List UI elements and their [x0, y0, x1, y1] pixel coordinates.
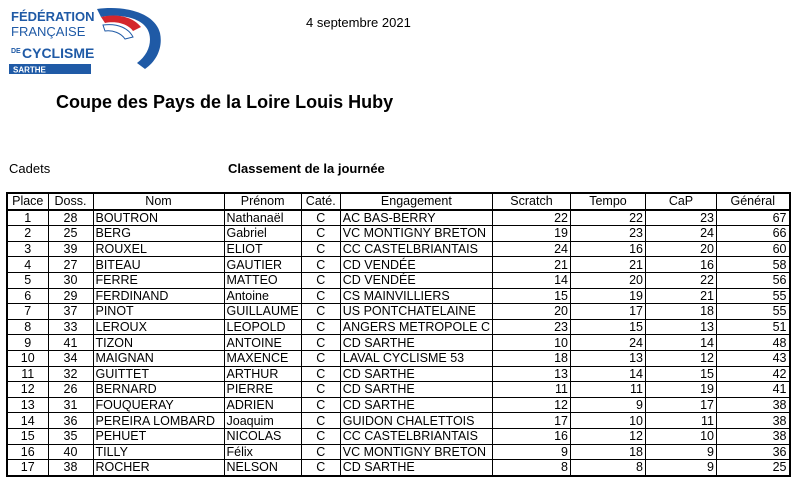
- cell-team: CD SARTHE: [340, 460, 492, 476]
- cell-category: C: [301, 382, 340, 398]
- cell-name: PINOT: [93, 304, 224, 320]
- cell-general: 56: [717, 272, 790, 288]
- event-date: 4 septembre 2021: [306, 15, 411, 30]
- cell-category: C: [301, 241, 340, 257]
- cell-team: CC CASTELBRIANTAIS: [340, 241, 492, 257]
- cell-tempo: 17: [571, 304, 646, 320]
- cell-firstname: ELIOT: [224, 241, 301, 257]
- cell-name: BITEAU: [93, 257, 224, 273]
- federation-logo: [5, 3, 163, 76]
- col-header-place: Place: [7, 193, 48, 210]
- col-header-tempo: Tempo: [571, 193, 646, 210]
- cell-cap: 24: [646, 226, 717, 242]
- cell-cap: 21: [646, 288, 717, 304]
- cell-bib: 27: [48, 257, 93, 273]
- cell-bib: 33: [48, 319, 93, 335]
- cell-general: 38: [717, 397, 790, 413]
- cell-tempo: 14: [571, 366, 646, 382]
- cell-scratch: 20: [493, 304, 571, 320]
- cell-name: FOUQUERAY: [93, 397, 224, 413]
- table-header-row: [7, 193, 790, 210]
- cell-place: 2: [7, 226, 48, 242]
- cell-cap: 11: [646, 413, 717, 429]
- cell-place: 14: [7, 413, 48, 429]
- cell-tempo: 13: [571, 350, 646, 366]
- cell-bib: 35: [48, 428, 93, 444]
- cell-scratch: 23: [493, 319, 571, 335]
- cell-team: CC CASTELBRIANTAIS: [340, 428, 492, 444]
- cell-name: BOUTRON: [93, 210, 224, 226]
- cell-tempo: 11: [571, 382, 646, 398]
- cell-place: 12: [7, 382, 48, 398]
- cell-place: 9: [7, 335, 48, 351]
- cell-category: C: [301, 428, 340, 444]
- table-row: [7, 444, 790, 460]
- col-header-bib: Doss.: [48, 193, 93, 210]
- cell-cap: 14: [646, 335, 717, 351]
- cell-category: C: [301, 257, 340, 273]
- cell-place: 5: [7, 272, 48, 288]
- cell-bib: 28: [48, 210, 93, 226]
- cell-team: VC MONTIGNY BRETON: [340, 226, 492, 242]
- cell-general: 51: [717, 319, 790, 335]
- cell-scratch: 16: [493, 428, 571, 444]
- cell-firstname: Joaquim: [224, 413, 301, 429]
- cell-place: 8: [7, 319, 48, 335]
- cell-place: 13: [7, 397, 48, 413]
- cell-scratch: 24: [493, 241, 571, 257]
- cell-team: CD SARTHE: [340, 397, 492, 413]
- cell-name: GUITTET: [93, 366, 224, 382]
- cell-cap: 9: [646, 460, 717, 476]
- cell-place: 7: [7, 304, 48, 320]
- table-row: [7, 319, 790, 335]
- cell-place: 16: [7, 444, 48, 460]
- cell-scratch: 19: [493, 226, 571, 242]
- table-row: [7, 350, 790, 366]
- cell-category: C: [301, 444, 340, 460]
- cell-general: 36: [717, 444, 790, 460]
- cell-name: ROUXEL: [93, 241, 224, 257]
- cell-firstname: ADRIEN: [224, 397, 301, 413]
- category-label: Cadets: [9, 161, 51, 176]
- cell-cap: 17: [646, 397, 717, 413]
- cell-category: C: [301, 272, 340, 288]
- logo-line3: CYCLISME: [22, 45, 95, 61]
- table-row: [7, 272, 790, 288]
- cell-general: 42: [717, 366, 790, 382]
- cell-cap: 12: [646, 350, 717, 366]
- cell-bib: 36: [48, 413, 93, 429]
- cell-general: 38: [717, 413, 790, 429]
- cell-category: C: [301, 226, 340, 242]
- cell-tempo: 21: [571, 257, 646, 273]
- col-header-team: Engagement: [340, 193, 492, 210]
- cell-category: C: [301, 413, 340, 429]
- cell-cap: 9: [646, 444, 717, 460]
- cell-category: C: [301, 460, 340, 476]
- cell-tempo: 20: [571, 272, 646, 288]
- cell-place: 6: [7, 288, 48, 304]
- cell-cap: 16: [646, 257, 717, 273]
- cell-name: TIZON: [93, 335, 224, 351]
- cell-name: TILLY: [93, 444, 224, 460]
- table-row: [7, 257, 790, 273]
- cell-scratch: 12: [493, 397, 571, 413]
- cell-bib: 30: [48, 272, 93, 288]
- classification-subtitle: Classement de la journée: [228, 161, 385, 176]
- cell-general: 55: [717, 288, 790, 304]
- cell-general: 41: [717, 382, 790, 398]
- cell-tempo: 9: [571, 397, 646, 413]
- cell-name: ROCHER: [93, 460, 224, 476]
- cell-cap: 22: [646, 272, 717, 288]
- cell-general: 38: [717, 428, 790, 444]
- cell-tempo: 22: [571, 210, 646, 226]
- cell-place: 3: [7, 241, 48, 257]
- cell-firstname: Antoine: [224, 288, 301, 304]
- logo-line3-prefix: DE: [11, 48, 21, 55]
- cell-bib: 32: [48, 366, 93, 382]
- table-row: [7, 304, 790, 320]
- results-table: [6, 192, 791, 477]
- cell-scratch: 9: [493, 444, 571, 460]
- cell-category: C: [301, 210, 340, 226]
- cell-team: US PONTCHATELAINE: [340, 304, 492, 320]
- cell-tempo: 16: [571, 241, 646, 257]
- cell-bib: 41: [48, 335, 93, 351]
- logo-line2: FRANÇAISE: [11, 24, 86, 39]
- cell-category: C: [301, 319, 340, 335]
- cell-name: FERRE: [93, 272, 224, 288]
- cell-name: BERG: [93, 226, 224, 242]
- col-header-general: Général: [717, 193, 790, 210]
- cell-name: PEREIRA LOMBARD: [93, 413, 224, 429]
- cell-tempo: 10: [571, 413, 646, 429]
- cell-cap: 13: [646, 319, 717, 335]
- cell-cap: 10: [646, 428, 717, 444]
- cell-place: 15: [7, 428, 48, 444]
- cell-cap: 15: [646, 366, 717, 382]
- cell-firstname: Nathanaël: [224, 210, 301, 226]
- cell-cap: 18: [646, 304, 717, 320]
- cell-firstname: NICOLAS: [224, 428, 301, 444]
- cell-bib: 37: [48, 304, 93, 320]
- cell-category: C: [301, 335, 340, 351]
- cell-bib: 26: [48, 382, 93, 398]
- cell-cap: 19: [646, 382, 717, 398]
- cell-tempo: 12: [571, 428, 646, 444]
- cell-team: CD VENDÉE: [340, 272, 492, 288]
- cell-bib: 40: [48, 444, 93, 460]
- cell-bib: 34: [48, 350, 93, 366]
- table-row: [7, 460, 790, 476]
- cell-name: PEHUET: [93, 428, 224, 444]
- cell-bib: 38: [48, 460, 93, 476]
- table-row: [7, 428, 790, 444]
- table-row: [7, 335, 790, 351]
- cell-scratch: 8: [493, 460, 571, 476]
- cell-tempo: 24: [571, 335, 646, 351]
- table-row: [7, 226, 790, 242]
- logo-line1: FÉDÉRATION: [11, 9, 95, 24]
- cell-cap: 20: [646, 241, 717, 257]
- cell-place: 1: [7, 210, 48, 226]
- cell-place: 11: [7, 366, 48, 382]
- cell-firstname: LEOPOLD: [224, 319, 301, 335]
- cell-firstname: PIERRE: [224, 382, 301, 398]
- cell-place: 10: [7, 350, 48, 366]
- cell-name: FERDINAND: [93, 288, 224, 304]
- cell-name: MAIGNAN: [93, 350, 224, 366]
- cell-category: C: [301, 288, 340, 304]
- cell-tempo: 8: [571, 460, 646, 476]
- cell-team: CD SARTHE: [340, 366, 492, 382]
- cell-team: GUIDON CHALETTOIS: [340, 413, 492, 429]
- cell-team: AC BAS-BERRY: [340, 210, 492, 226]
- page-title: Coupe des Pays de la Loire Louis Huby: [56, 92, 394, 112]
- cell-scratch: 13: [493, 366, 571, 382]
- col-header-firstname: Prénom: [224, 193, 301, 210]
- table-row: [7, 397, 790, 413]
- col-header-cap: CaP: [646, 193, 717, 210]
- cell-team: CS MAINVILLIERS: [340, 288, 492, 304]
- cell-bib: 31: [48, 397, 93, 413]
- cell-category: C: [301, 350, 340, 366]
- cell-firstname: NELSON: [224, 460, 301, 476]
- cell-scratch: 10: [493, 335, 571, 351]
- cell-firstname: GUILLAUME: [224, 304, 301, 320]
- cell-category: C: [301, 304, 340, 320]
- table-row: [7, 366, 790, 382]
- cell-general: 67: [717, 210, 790, 226]
- cell-tempo: 18: [571, 444, 646, 460]
- cell-general: 25: [717, 460, 790, 476]
- cell-team: CD SARTHE: [340, 382, 492, 398]
- cell-tempo: 19: [571, 288, 646, 304]
- cell-scratch: 18: [493, 350, 571, 366]
- cell-firstname: GAUTIER: [224, 257, 301, 273]
- cell-name: LEROUX: [93, 319, 224, 335]
- cell-scratch: 22: [493, 210, 571, 226]
- cell-scratch: 15: [493, 288, 571, 304]
- table-row: [7, 210, 790, 226]
- cell-general: 55: [717, 304, 790, 320]
- cell-scratch: 17: [493, 413, 571, 429]
- cell-firstname: ARTHUR: [224, 366, 301, 382]
- cell-general: 66: [717, 226, 790, 242]
- cell-team: CD VENDÉE: [340, 257, 492, 273]
- cell-team: LAVAL CYCLISME 53: [340, 350, 492, 366]
- cell-scratch: 21: [493, 257, 571, 273]
- cell-team: VC MONTIGNY BRETON: [340, 444, 492, 460]
- cell-firstname: Gabriel: [224, 226, 301, 242]
- cell-cap: 23: [646, 210, 717, 226]
- cell-firstname: ANTOINE: [224, 335, 301, 351]
- cell-tempo: 15: [571, 319, 646, 335]
- cell-firstname: MAXENCE: [224, 350, 301, 366]
- cell-category: C: [301, 366, 340, 382]
- cell-firstname: MATTEO: [224, 272, 301, 288]
- table-row: [7, 413, 790, 429]
- table-row: [7, 241, 790, 257]
- cell-general: 60: [717, 241, 790, 257]
- cyclist-logo-icon: [5, 3, 163, 76]
- cell-team: ANGERS METROPOLE C: [340, 319, 492, 335]
- cell-firstname: Félix: [224, 444, 301, 460]
- table-row: [7, 382, 790, 398]
- col-header-scratch: Scratch: [493, 193, 571, 210]
- cell-general: 48: [717, 335, 790, 351]
- logo-line4: SARTHE: [13, 65, 46, 75]
- col-header-name: Nom: [93, 193, 224, 210]
- cell-bib: 39: [48, 241, 93, 257]
- cell-place: 17: [7, 460, 48, 476]
- cell-tempo: 23: [571, 226, 646, 242]
- cell-general: 43: [717, 350, 790, 366]
- cell-bib: 25: [48, 226, 93, 242]
- cell-place: 4: [7, 257, 48, 273]
- cell-name: BERNARD: [93, 382, 224, 398]
- cell-bib: 29: [48, 288, 93, 304]
- cell-general: 58: [717, 257, 790, 273]
- cell-scratch: 11: [493, 382, 571, 398]
- cell-scratch: 14: [493, 272, 571, 288]
- cell-category: C: [301, 397, 340, 413]
- table-row: [7, 288, 790, 304]
- col-header-category: Caté.: [301, 193, 340, 210]
- cell-team: CD SARTHE: [340, 335, 492, 351]
